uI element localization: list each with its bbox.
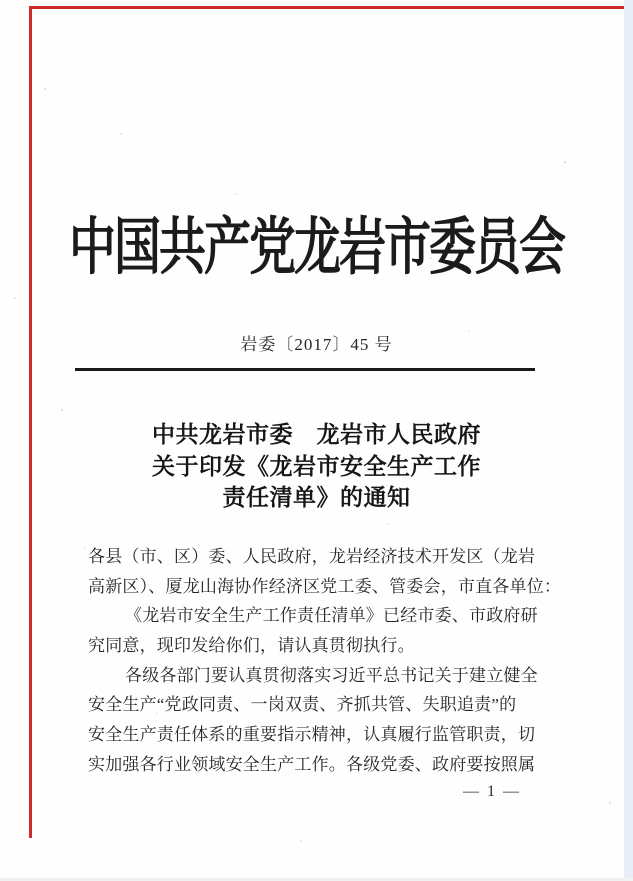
body-line: 安全生产责任体系的重要指示精神，认真履行监管职责，切 [88, 725, 536, 745]
page-number: — 1 — [463, 783, 521, 800]
notice-title-line-3: 责任清单》的通知 [222, 485, 411, 510]
body-line: 究同意，现印发给你们，请认真贯彻执行。 [88, 636, 415, 656]
body-line: 安全生产“党政同责、一岗双责、齐抓共管、失职追责”的 [88, 695, 517, 715]
document-number: 岩委〔2017〕45 号 [240, 335, 393, 354]
header-separator-rule [75, 368, 535, 371]
scan-border-top [29, 6, 633, 9]
notice-title [0, 419, 633, 514]
body-line: 高新区）、厦龙山海协作经济区党工委、管委会，市直各单位： [88, 576, 562, 596]
letterhead-title: 中国共产党龙岩市委员会 [69, 214, 564, 283]
body-line: 实加强各行业领域安全生产工作。各级党委、政府要按照属 [88, 754, 536, 774]
notice-title-line-2: 关于印发《龙岩市安全生产工作 [152, 453, 481, 479]
scan-noise-speckle [0, 0, 2, 2]
notice-body [88, 542, 562, 780]
notice-title-line-1: 中共龙岩市委 龙岩市人民政府 [152, 422, 481, 447]
body-line: 《龙岩市安全生产工作责任清单》已经市委、市政府研 [125, 606, 538, 626]
body-line: 各级各部门要认真贯彻落实习近平总书记关于建立健全 [125, 665, 538, 685]
body-line: 各县（市、区）委、人民政府，龙岩经济技术开发区（龙岩 [88, 547, 536, 566]
